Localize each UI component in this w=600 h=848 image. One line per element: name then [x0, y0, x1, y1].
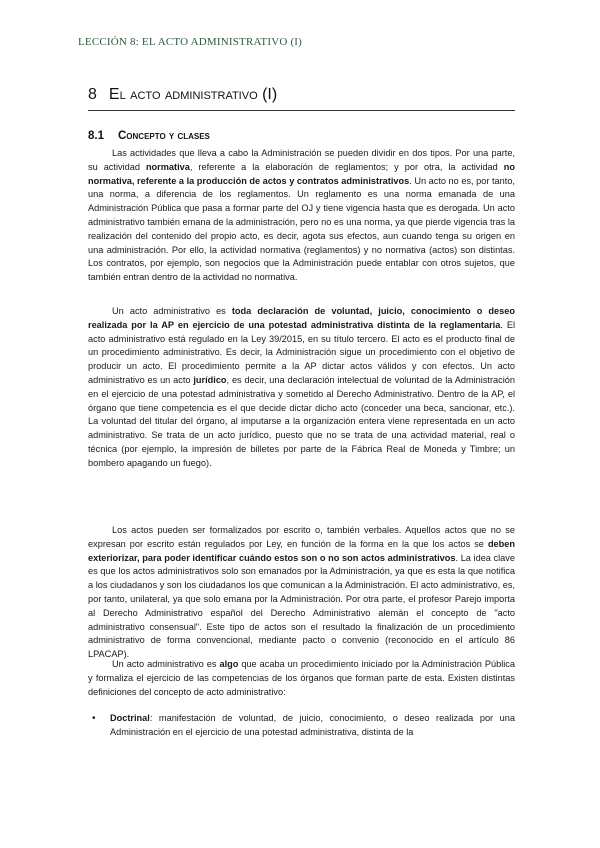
p1-bold-2: no normativa, referente a la producción de actos y contratos administrativos [88, 161, 515, 186]
p3-text-2: . La idea clave es que los actos administrativos solo son emanados por la Administración, ya que es esta la que notifica a los ciudadanos y son los ciudadanos los que comunican a la Administración. El acto administrativo, es, por tanto, unilateral, ya que solo emana por la Administración. Por otra parte, el profesor Parejo importa al Derecho Administrativo español del Derecho Administrativo alemán el concepto de "acto administrativo consensual". Este tipo de actos son el resultado la finalización de un procedimiento administrativo de forma convencional, mediante pacto o convenio (reconocido en el artículo 86 LPACAP). [88, 552, 515, 660]
list-item-term: Doctrinal [110, 713, 150, 723]
list-item-text: : manifestación de voluntad, de juicio, conocimiento, o deseo realizada por una Administración en el ejercicio de una potestad administrativa, distinta de la [110, 713, 515, 737]
p4-text-2: que acaba un procedimiento iniciado por la Administración Pública y formaliza el ejercicio de las competencias de los órganos que forman parte de esta. Existen distintas definiciones del concepto de acto administrativo: [88, 659, 515, 697]
p2-bold-1: toda declaración de voluntad, juicio, conocimiento o deseo realizada por la AP en ejercicio de una potestad administrativa distinta de la reglamentaria [88, 306, 515, 330]
p1-text-1: Las actividades que lleva a cabo la Administración se pueden dividir en dos tipos. Por una parte, su actividad [88, 148, 515, 172]
p3-text-1: Los actos pueden ser formalizados por escrito o, también verbales. Aquellos actos que no se expresan por escrito están regulados por Ley, en función de la forma en la que los actos se [88, 525, 515, 549]
running-header: LECCIÓN 8: EL ACTO ADMINISTRATIVO (I) [78, 36, 303, 48]
title-rule [88, 110, 515, 111]
section-title [88, 130, 210, 142]
p3-bold-1: deben exteriorizar, para poder identificar cuándo estos son o no son actos administrativos [88, 538, 515, 563]
p4-text-1: Un acto administrativo es [112, 659, 220, 669]
list-item [88, 712, 515, 740]
p1-bold-1: normativa [145, 161, 190, 172]
chapter-title [88, 86, 277, 104]
p4-bold-1: algo [219, 659, 239, 669]
p2-bold-2: jurídico [193, 374, 227, 385]
p2-text-1: Un acto administrativo es [112, 306, 232, 316]
paragraph-2 [88, 305, 515, 471]
p2-text-2: . El acto administrativo está regulado en la Ley 39/2015, en su título tercero. El acto es el producto final de un procedimiento administrativo. Es decir, la Administración sigue un procedimiento con el objetivo de producir un acto. El procedimiento permite a la AP dictar actos válidos y con efectos. Un acto administrativo es un acto [88, 319, 515, 385]
p1-text-2: , referente a la elaboración de reglamentos; y por otra, la actividad [189, 161, 504, 172]
p1-text-3: . Un acto no es, por tanto, una norma, a diferencia de los reglamentos. Un reglamento es una norma emanada de una Administración Pública que pasa a formar parte del OJ y tiene vigencia hasta que es derogada. Un acto administrativo también emana de la administración, pero no es una norma, ya que pierde vigencia tras la realización del contenido del propio acto, es decir, agota sus efectos, aun cuando tenga su origen en una administración. Por ello, la actividad normativa (reglamentos) y no normativa (actos) son distintas. Los contratos, por ejemplo, son negocios que la Administración puede entablar con otros sujetos, que también entran dentro de la actividad no normativa. [88, 175, 515, 283]
paragraph-1 [88, 147, 515, 285]
bullet-icon: • [92, 713, 96, 724]
section-title-text: Concepto y clases [118, 130, 210, 142]
paragraph-3 [88, 524, 515, 662]
definitions-list [88, 712, 515, 740]
chapter-number: 8 [88, 86, 97, 103]
p2-text-3: , es decir, una declaración intelectual de voluntad de la Administración en el ejercicio de una potestad administrativa y sometido al Derecho Administrativo. Dentro de la AP, el órgano que tiene competencia es el que decide dictar dicho acto (conceder una beca, sancionar, etc.). La voluntad del titular del órgano, al imputarse a la organización entera viene representada en un acto administrativo. Se trata de un acto jurídico, puesto que no se trata de una actividad material, real o técnica (por ejemplo, la impresión de billetes por parte de la Fábrica Real de Moneda y Timbre; un bombero apagando un fuego). [88, 374, 515, 468]
paragraph-4 [88, 658, 515, 699]
chapter-title-text: El acto administrativo (I) [108, 86, 278, 103]
section-number: 8.1 [88, 130, 104, 142]
